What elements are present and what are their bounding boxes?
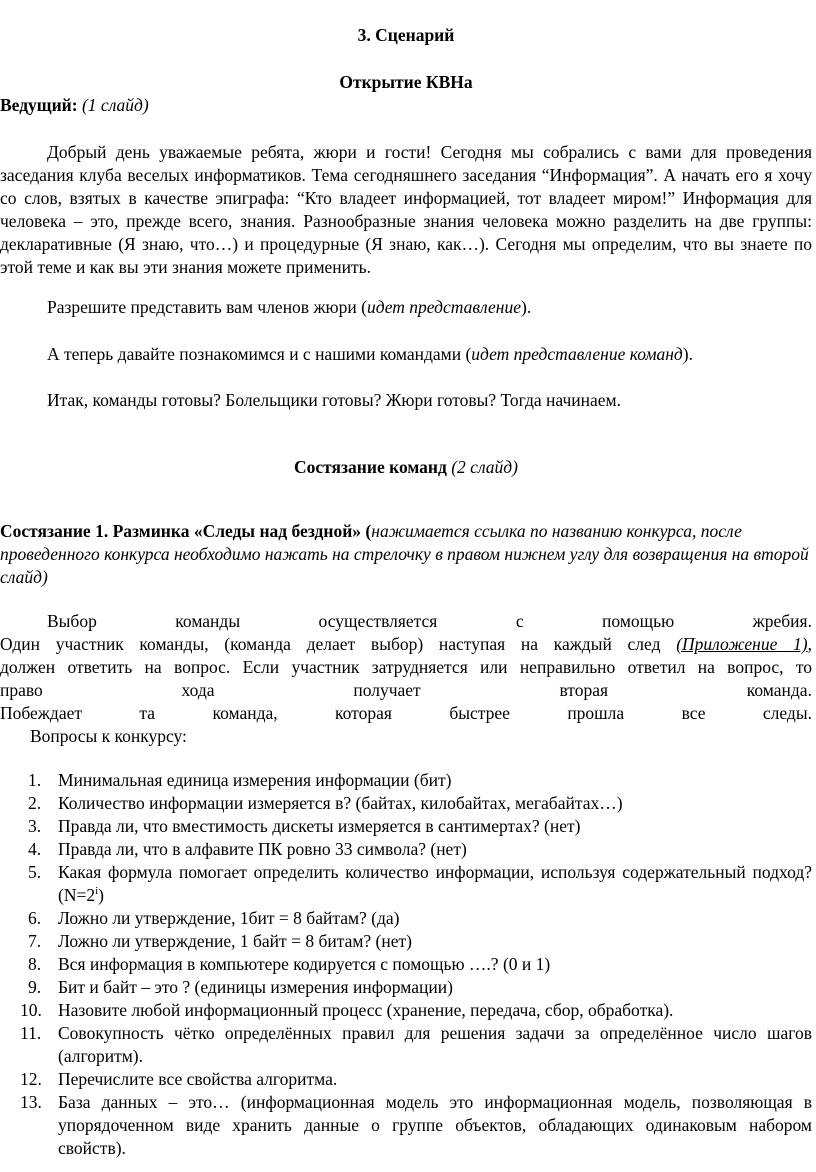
question-text-tail: )	[98, 885, 104, 905]
jury-line-end: ).	[521, 297, 532, 317]
jury-line	[47, 296, 812, 319]
rules-word: право	[0, 680, 43, 700]
list-item	[0, 861, 812, 907]
rules-word: хода	[181, 680, 215, 700]
list-number: 7.	[28, 931, 42, 951]
list-number: 6.	[28, 908, 42, 928]
question-text: Вся информация в компьютере кодируется с помощью ….? (0 и 1)	[58, 954, 551, 974]
appendix-1-link[interactable]: (Приложение 1)	[676, 634, 808, 654]
list-item	[0, 838, 812, 861]
list-number: 2.	[28, 793, 42, 813]
rules-word: все	[681, 703, 706, 723]
rules-word: Выбор	[47, 611, 97, 631]
jury-line-text: Разрешите представить вам членов жюри (	[47, 297, 367, 317]
contest1-title: Состязание 1. Разминка «Следы над бездной» (	[0, 521, 372, 541]
list-item	[0, 1022, 812, 1068]
questions-label: Вопросы к конкурсу:	[30, 726, 187, 746]
rules-word: команды	[175, 611, 241, 631]
teams-line-end: ).	[682, 344, 693, 364]
contest1-note: нажимается ссылка по названию конкурса, после проведенного конкурса необходимо нажать на стрелочку в правом нижнем углу для возвращения на второй слайд)	[0, 521, 809, 587]
list-number: 1.	[28, 770, 42, 790]
question-text: Количество информации измеряется в? (байтах, килобайтах, мегабайтах…)	[58, 793, 623, 813]
question-text	[58, 861, 812, 907]
list-number: 11.	[20, 1023, 42, 1043]
rules-word: жребия.	[752, 611, 812, 631]
list-number: 13.	[20, 1092, 42, 1112]
opening-title: Открытие КВНа	[339, 72, 473, 92]
list-number: 5.	[28, 862, 42, 882]
rules-word: команда,	[212, 703, 278, 723]
rules-word: Побеждает	[0, 703, 83, 723]
rules-line-3: должен ответить на вопрос. Если участник затрудняется или неправильно ответил на вопрос, то	[0, 657, 812, 677]
question-text: Перечислите все свойства алгоритма.	[58, 1069, 338, 1089]
rules-word: следы.	[762, 703, 812, 723]
question-text: Правда ли, что вместимость дискеты измеряется в сантимертах? (нет)	[58, 816, 581, 836]
question-text: Совокупность чётко определённых правил для решения задачи за определённое число шагов (алгоритм).	[58, 1023, 812, 1066]
list-number: 3.	[28, 816, 42, 836]
rules-word: быстрее	[449, 703, 510, 723]
teams-line-text: А теперь давайте познакомимся и с нашими командами (	[47, 344, 472, 364]
superscript: i	[95, 885, 99, 898]
rules-line-4	[0, 679, 812, 702]
ready-line: Итак, команды готовы? Болельщики готовы? Жюри готовы? Тогда начинаем.	[47, 390, 621, 410]
host-label: Ведущий:	[0, 95, 78, 115]
list-item	[0, 815, 812, 838]
rules-line-1	[0, 610, 812, 633]
list-number: 10.	[20, 1000, 42, 1020]
host-line	[0, 94, 812, 117]
rules-paragraph	[0, 610, 812, 748]
intro-paragraph: Добрый день уважаемые ребята, жюри и гости! Сегодня мы собрались с вами для проведения заседания клуба веселых информатиков. Тема сегодняшнего заседания “Информация”. А начать его я хочу со слов, взятых в качестве эпиграфа: “Кто владеет информацией, тот владеет миром!” Информация для человека – это, прежде всего, знания. Разнообразные знания человека можно разделить на две группы: декларативные (Я знаю, что…) и процедурные (Я знаю, как…). Сегодня мы определим, что вы знаете по этой теме и как вы эти знания можете применить.	[0, 142, 812, 277]
rules-word: с	[515, 611, 524, 631]
rules-line-5	[0, 702, 812, 725]
rules-word: осуществляется	[318, 611, 438, 631]
list-number: 8.	[28, 954, 42, 974]
list-item	[0, 1068, 812, 1091]
contest-heading	[0, 456, 812, 479]
rules-word: вторая	[559, 680, 609, 700]
questions-list	[0, 769, 812, 1160]
rules-word: которая	[335, 703, 392, 723]
list-item	[0, 1091, 812, 1160]
list-item	[0, 953, 812, 976]
rules-line-2-text: Один участник команды, (команда делает выбор) наступая на каждый след	[0, 634, 677, 654]
list-item	[0, 907, 812, 930]
teams-line	[47, 343, 812, 366]
rules-line-2	[0, 633, 812, 656]
rules-word: прошла	[567, 703, 625, 723]
rules-line-2-end: ,	[807, 634, 813, 654]
rules-word: получает	[353, 680, 421, 700]
question-text: Минимальная единица измерения информации (бит)	[58, 770, 452, 790]
section-title: 3. Сценарий	[357, 25, 455, 45]
question-text: База данных – это… (информационная модель это информационная модель, позволяющая в упорядоченном виде хранить данные о группе объектов, обладающих одинаковым набором свойств).	[58, 1092, 812, 1158]
list-item	[0, 930, 812, 953]
question-text: Ложно ли утверждение, 1 байт = 8 битам? (нет)	[58, 931, 412, 951]
list-item	[0, 769, 812, 792]
rules-word: та	[139, 703, 156, 723]
question-text: Ложно ли утверждение, 1бит = 8 байтам? (да)	[58, 908, 400, 928]
jury-line-italic: идет представление	[366, 297, 521, 317]
contest-heading-bold: Состязание команд	[294, 457, 447, 477]
question-text: Бит и байт – это ? (единицы измерения информации)	[58, 977, 453, 997]
rules-word: команда.	[746, 680, 812, 700]
question-text: Назовите любой информационный процесс (хранение, передача, сбор, обработка).	[58, 1000, 674, 1020]
list-number: 9.	[28, 977, 42, 997]
list-number: 12.	[20, 1069, 42, 1089]
list-item	[0, 792, 812, 815]
host-slide: (1 слайд)	[81, 95, 149, 115]
contest-heading-slide: (2 слайд)	[451, 457, 518, 477]
question-text-main: Какая формула помогает определить количество информации, используя содержательный подход? (N=2	[58, 862, 812, 905]
contest1-heading	[0, 520, 812, 589]
list-item	[0, 976, 812, 999]
list-number: 4.	[28, 839, 42, 859]
teams-line-italic: идет представление команд	[471, 344, 683, 364]
rules-word: помощью	[602, 611, 675, 631]
question-text: Правда ли, что в алфавите ПК ровно 33 символа? (нет)	[58, 839, 467, 859]
list-item	[0, 999, 812, 1022]
